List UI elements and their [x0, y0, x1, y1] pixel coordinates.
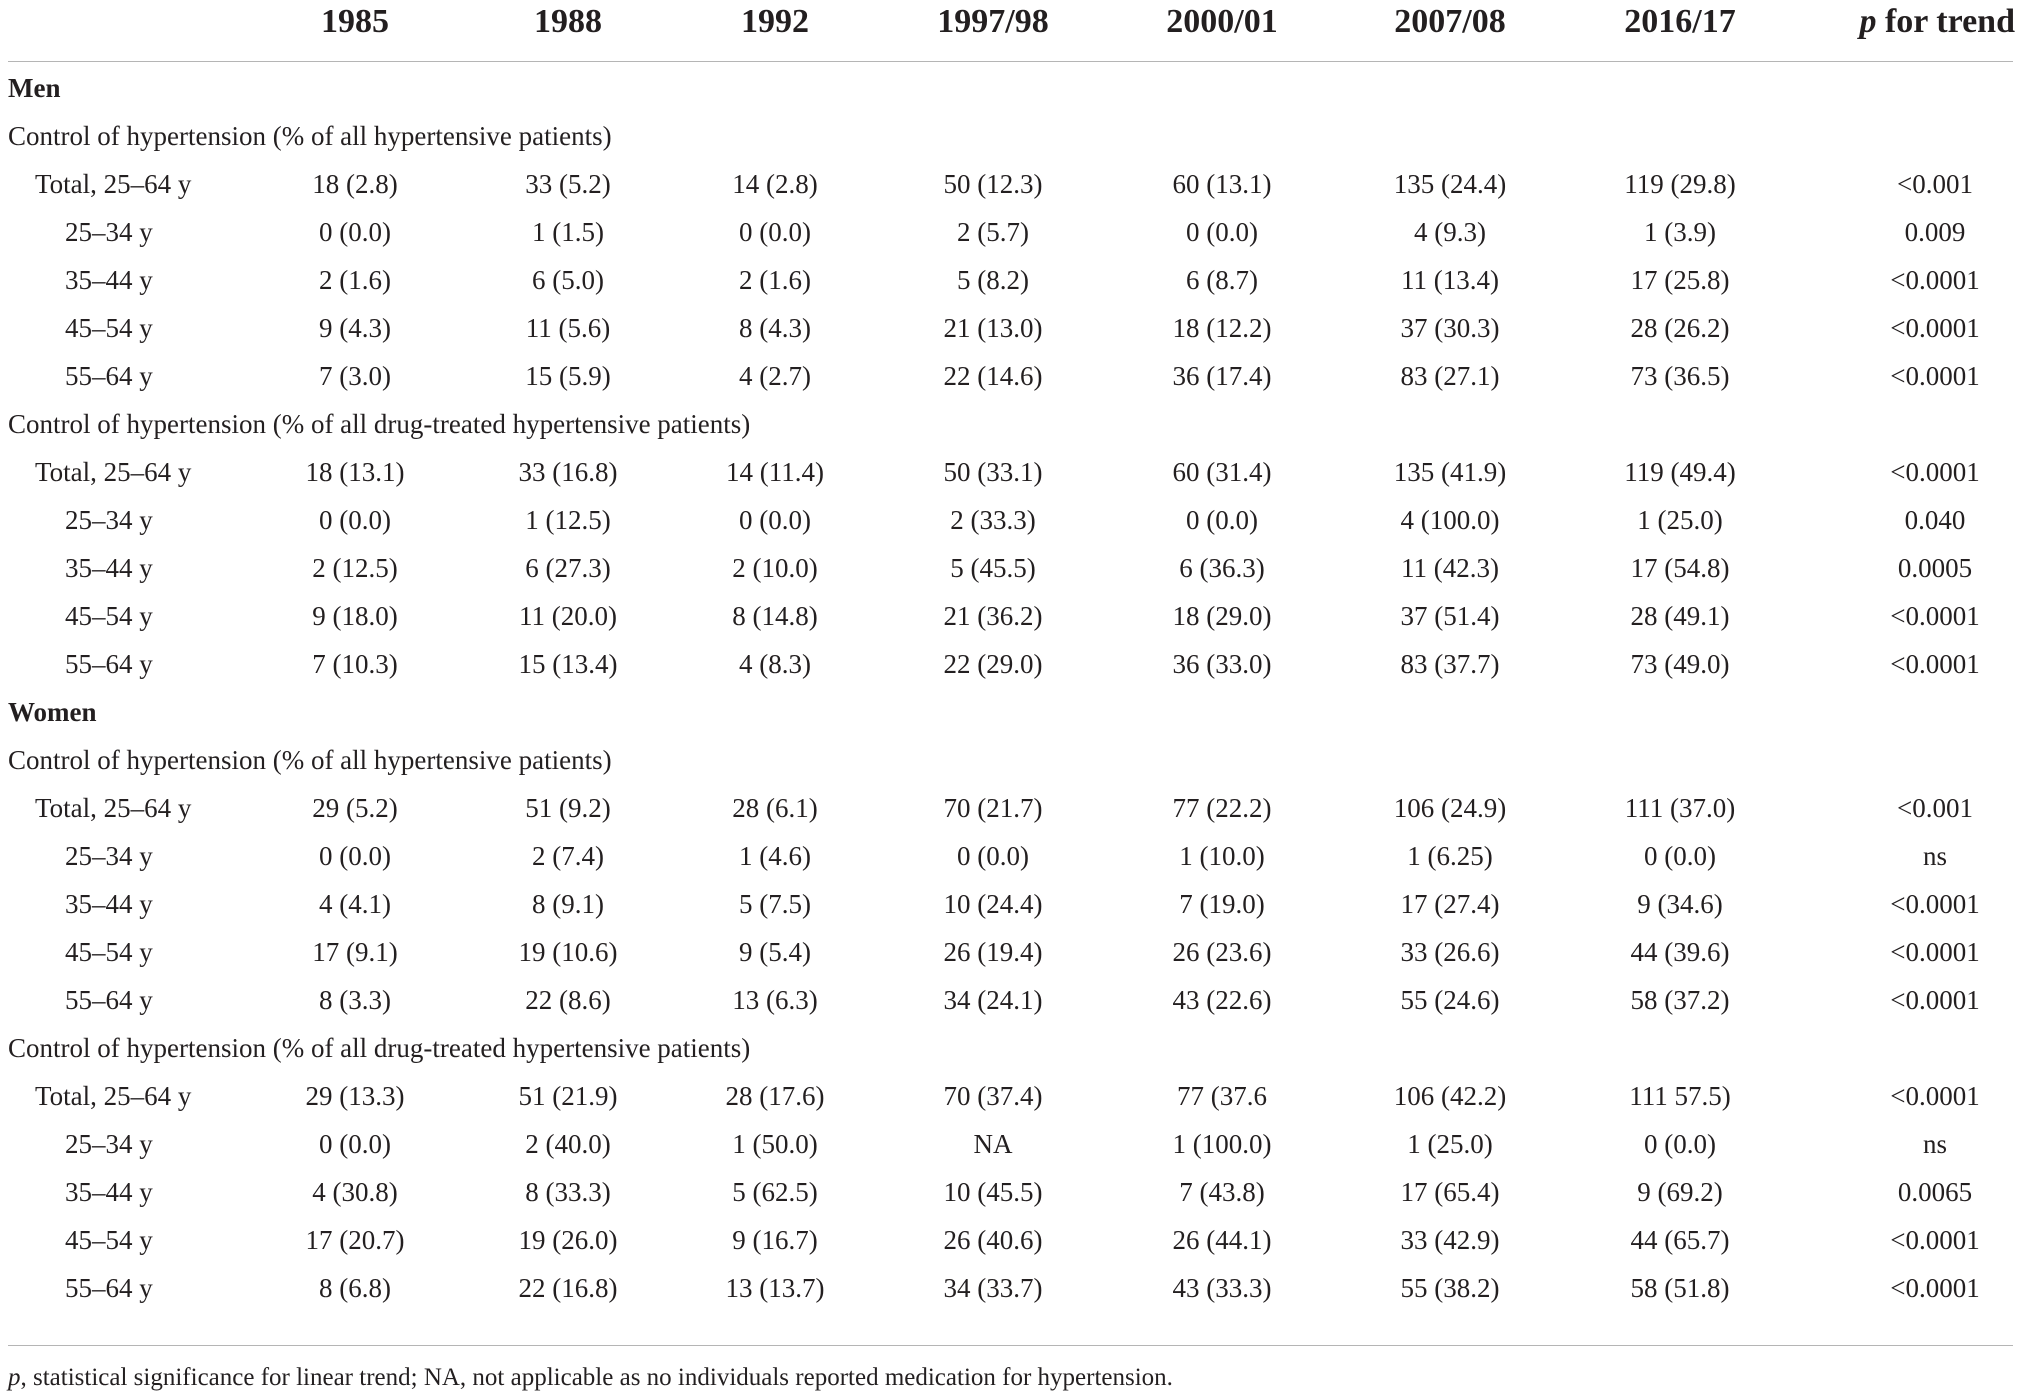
table-cell: 6 (8.7): [1186, 265, 1258, 295]
footnote-symbol: p: [8, 1364, 21, 1391]
table-cell: 8 (6.8): [319, 1273, 391, 1303]
table-cell: 1 (25.0): [1407, 1129, 1493, 1159]
table-cell: 36 (17.4): [1172, 361, 1272, 391]
table-cell: 51 (21.9): [518, 1081, 618, 1111]
table-cell: 14 (2.8): [732, 169, 818, 199]
table-cell: 0 (0.0): [1186, 217, 1258, 247]
table-cell: 33 (5.2): [525, 169, 611, 199]
table-cell: 36 (33.0): [1172, 649, 1272, 679]
group-label: Control of hypertension (% of all drug-treated hypertensive patients): [8, 1033, 751, 1063]
p-trend-cell: <0.0001: [1890, 1225, 1980, 1255]
table-cell: 1 (100.0): [1172, 1129, 1272, 1159]
section-row: [0, 68, 2021, 108]
table-cell: 83 (37.7): [1400, 649, 1500, 679]
table-cell: 19 (26.0): [518, 1225, 618, 1255]
table-cell: 29 (5.2): [312, 793, 398, 823]
row-label: 55–64 y: [65, 1273, 153, 1303]
table-cell: 29 (13.3): [305, 1081, 405, 1111]
p-trend-suffix: for trend: [1884, 3, 2015, 40]
table-cell: 4 (8.3): [739, 649, 811, 679]
section-row: [0, 692, 2021, 732]
table-cell: 13 (6.3): [732, 985, 818, 1015]
table-cell: 1 (12.5): [525, 505, 611, 535]
table-cell: 2 (1.6): [739, 265, 811, 295]
table-cell: 55 (38.2): [1400, 1273, 1500, 1303]
table-cell: 37 (51.4): [1400, 601, 1500, 631]
table-cell: 7 (43.8): [1179, 1177, 1265, 1207]
table-cell: 1 (50.0): [732, 1129, 818, 1159]
row-label: 35–44 y: [65, 889, 153, 919]
p-trend-cell: <0.0001: [1890, 985, 1980, 1015]
table-cell: 2 (40.0): [525, 1129, 611, 1159]
table-cell: 4 (4.1): [319, 889, 391, 919]
p-trend-cell: 0.040: [1904, 505, 1966, 535]
table-row: [0, 980, 2021, 1020]
table-cell: 21 (13.0): [943, 313, 1043, 343]
table-cell: 60 (31.4): [1172, 457, 1272, 487]
p-trend-cell: 0.0065: [1897, 1177, 1973, 1207]
table-cell: 33 (26.6): [1400, 937, 1500, 967]
p-trend-cell: <0.0001: [1890, 889, 1980, 919]
p-trend-cell: <0.0001: [1890, 265, 1980, 295]
table-cell: 1 (1.5): [532, 217, 604, 247]
table-cell: 21 (36.2): [943, 601, 1043, 631]
group-row: [0, 116, 2021, 156]
table-cell: 14 (11.4): [726, 457, 824, 487]
table-cell: 17 (25.8): [1630, 265, 1730, 295]
column-header: 2000/01: [1166, 3, 1278, 40]
column-header: 1988: [534, 3, 602, 40]
table-cell: 111 57.5): [1629, 1081, 1731, 1111]
table-cell: 70 (37.4): [943, 1081, 1043, 1111]
row-label: 55–64 y: [65, 649, 153, 679]
table-cell: 0 (0.0): [957, 841, 1029, 871]
column-header: 2007/08: [1394, 3, 1506, 40]
table-cell: 6 (5.0): [532, 265, 604, 295]
table-cell: 0 (0.0): [739, 505, 811, 535]
column-header: 2016/17: [1624, 3, 1736, 40]
table-cell: 9 (18.0): [312, 601, 398, 631]
table-cell: 8 (4.3): [739, 313, 811, 343]
table-cell: 4 (30.8): [312, 1177, 398, 1207]
table-cell: 1 (3.9): [1644, 217, 1716, 247]
table-row: [0, 644, 2021, 684]
table-cell: 9 (69.2): [1637, 1177, 1723, 1207]
table-cell: 0 (0.0): [1186, 505, 1258, 535]
table-cell: 55 (24.6): [1400, 985, 1500, 1015]
table-cell: 17 (20.7): [305, 1225, 405, 1255]
footnote-text: , statistical significance for linear trend; NA, not applicable as no individuals reported medication for hypertension.: [20, 1364, 1173, 1391]
table-cell: 34 (24.1): [943, 985, 1043, 1015]
row-label: 35–44 y: [65, 553, 153, 583]
table-row: [0, 1220, 2021, 1260]
row-label: Total, 25–64 y: [35, 1081, 192, 1111]
table-cell: 0 (0.0): [319, 217, 391, 247]
table-cell: 26 (23.6): [1172, 937, 1272, 967]
group-label: Control of hypertension (% of all drug-treated hypertensive patients): [8, 409, 751, 439]
table-cell: 9 (34.6): [1637, 889, 1723, 919]
table-row: [0, 212, 2021, 252]
table-cell: 58 (51.8): [1630, 1273, 1730, 1303]
table-cell: 77 (22.2): [1172, 793, 1272, 823]
table-cell: 5 (45.5): [950, 553, 1036, 583]
table-cell: 119 (29.8): [1624, 169, 1736, 199]
table-cell: 77 (37.6: [1177, 1081, 1267, 1111]
row-label: Total, 25–64 y: [35, 457, 192, 487]
table-cell: 0 (0.0): [319, 841, 391, 871]
table-cell: 44 (39.6): [1630, 937, 1730, 967]
table-cell: 4 (100.0): [1400, 505, 1500, 535]
section-label: Women: [8, 697, 97, 727]
row-label: 25–34 y: [65, 841, 153, 871]
table-cell: 43 (22.6): [1172, 985, 1272, 1015]
header-divider: [8, 61, 2013, 62]
table-cell: 60 (13.1): [1172, 169, 1272, 199]
table-cell: 135 (41.9): [1393, 457, 1507, 487]
table-cell: 7 (19.0): [1179, 889, 1265, 919]
table-row: [0, 1172, 2021, 1212]
table-cell: 43 (33.3): [1172, 1273, 1272, 1303]
section-label: Men: [8, 73, 61, 103]
table-cell: 34 (33.7): [943, 1273, 1043, 1303]
table-cell: 2 (1.6): [319, 265, 391, 295]
table-cell: 0 (0.0): [1644, 841, 1716, 871]
p-trend-cell: <0.0001: [1890, 313, 1980, 343]
table-cell: 0 (0.0): [319, 1129, 391, 1159]
table-cell: 11 (42.3): [1401, 553, 1499, 583]
p-trend-cell: ns: [1922, 841, 1948, 871]
table-cell: 7 (10.3): [312, 649, 398, 679]
table-cell: 0 (0.0): [1644, 1129, 1716, 1159]
row-label: 45–54 y: [65, 937, 153, 967]
table-cell: 18 (29.0): [1172, 601, 1272, 631]
table-cell: 2 (12.5): [312, 553, 398, 583]
table-cell: 28 (49.1): [1630, 601, 1730, 631]
row-label: 55–64 y: [65, 361, 153, 391]
table-cell: 22 (29.0): [943, 649, 1043, 679]
table-cell: 33 (16.8): [518, 457, 618, 487]
table-cell: 2 (33.3): [950, 505, 1036, 535]
table-cell: 8 (14.8): [732, 601, 818, 631]
group-label: Control of hypertension (% of all hypertensive patients): [8, 121, 612, 151]
column-header: 1985: [321, 3, 389, 40]
table-cell: 50 (33.1): [943, 457, 1043, 487]
table-cell: 2 (5.7): [957, 217, 1029, 247]
table-row: [0, 1124, 2021, 1164]
table-cell: 111 (37.0): [1624, 793, 1736, 823]
table-cell: 9 (4.3): [319, 313, 391, 343]
table-cell: 2 (7.4): [532, 841, 604, 871]
table-row: [0, 308, 2021, 348]
row-label: 45–54 y: [65, 313, 153, 343]
table-cell: 26 (40.6): [943, 1225, 1043, 1255]
table-cell: 10 (24.4): [943, 889, 1043, 919]
p-trend-cell: <0.0001: [1890, 649, 1980, 679]
row-label: 45–54 y: [65, 601, 153, 631]
row-label: 25–34 y: [65, 1129, 153, 1159]
table-row: [0, 164, 2021, 204]
row-label: 35–44 y: [65, 1177, 153, 1207]
p-trend-cell: <0.001: [1897, 793, 1973, 823]
table-cell: 8 (9.1): [532, 889, 604, 919]
table-cell: 26 (44.1): [1172, 1225, 1272, 1255]
table-row: [0, 260, 2021, 300]
table-cell: 4 (9.3): [1414, 217, 1486, 247]
table-cell: 51 (9.2): [525, 793, 611, 823]
table-cell: 22 (16.8): [518, 1273, 618, 1303]
table-cell: 106 (24.9): [1393, 793, 1507, 823]
table-cell: 73 (49.0): [1630, 649, 1730, 679]
table-cell: 1 (10.0): [1179, 841, 1265, 871]
table-header-row: [0, 0, 2021, 44]
table-row: [0, 500, 2021, 540]
p-trend-cell: <0.0001: [1890, 601, 1980, 631]
table-cell: 13 (13.7): [725, 1273, 825, 1303]
p-symbol: p: [1859, 3, 1877, 40]
table-cell: 73 (36.5): [1630, 361, 1730, 391]
table-cell: 44 (65.7): [1630, 1225, 1730, 1255]
table-cell: 106 (42.2): [1393, 1081, 1507, 1111]
table-cell: 58 (37.2): [1630, 985, 1730, 1015]
table-cell: 6 (27.3): [525, 553, 611, 583]
row-label: 45–54 y: [65, 1225, 153, 1255]
table-cell: 50 (12.3): [943, 169, 1043, 199]
table-cell: 4 (2.7): [739, 361, 811, 391]
table-cell: 18 (13.1): [305, 457, 405, 487]
table-cell: 7 (3.0): [319, 361, 391, 391]
column-header: 1997/98: [937, 3, 1049, 40]
table-row: [0, 1268, 2021, 1308]
table-cell: 1 (4.6): [739, 841, 811, 871]
table-cell: 28 (26.2): [1630, 313, 1730, 343]
table-row: [0, 596, 2021, 636]
table-cell: 37 (30.3): [1400, 313, 1500, 343]
row-label: 55–64 y: [65, 985, 153, 1015]
table-row: [0, 788, 2021, 828]
table-cell: 28 (17.6): [725, 1081, 825, 1111]
table-cell: 0 (0.0): [319, 505, 391, 535]
group-label: Control of hypertension (% of all hypertensive patients): [8, 745, 612, 775]
table-cell: 18 (12.2): [1172, 313, 1272, 343]
table-cell: 5 (7.5): [739, 889, 811, 919]
table-cell: NA: [973, 1129, 1013, 1159]
p-trend-cell: <0.0001: [1890, 1273, 1980, 1303]
table-cell: 2 (10.0): [732, 553, 818, 583]
row-label: 35–44 y: [65, 265, 153, 295]
table-row: [0, 932, 2021, 972]
table-cell: 33 (42.9): [1400, 1225, 1500, 1255]
table-row: [0, 1076, 2021, 1116]
group-row: [0, 740, 2021, 780]
table-cell: 5 (8.2): [957, 265, 1029, 295]
table-cell: 6 (36.3): [1179, 553, 1265, 583]
table-row: [0, 452, 2021, 492]
table-footnote: [8, 1360, 1173, 1396]
table-cell: 19 (10.6): [518, 937, 618, 967]
table-cell: 8 (3.3): [319, 985, 391, 1015]
table-row: [0, 836, 2021, 876]
table-cell: 11 (20.0): [519, 601, 617, 631]
table-cell: 22 (8.6): [525, 985, 611, 1015]
table-cell: 119 (49.4): [1624, 457, 1736, 487]
table-cell: 28 (6.1): [732, 793, 818, 823]
table-cell: 9 (16.7): [732, 1225, 818, 1255]
table-cell: 17 (9.1): [312, 937, 398, 967]
p-trend-cell: 0.0005: [1897, 553, 1973, 583]
group-row: [0, 404, 2021, 444]
table-cell: 5 (62.5): [732, 1177, 818, 1207]
table-cell: 8 (33.3): [525, 1177, 611, 1207]
table-cell: 17 (27.4): [1400, 889, 1500, 919]
column-header-p-trend: [1859, 0, 2015, 44]
table-cell: 1 (6.25): [1407, 841, 1493, 871]
table-cell: 0 (0.0): [739, 217, 811, 247]
row-label: Total, 25–64 y: [35, 793, 192, 823]
row-label: Total, 25–64 y: [35, 169, 192, 199]
column-header: 1992: [741, 3, 809, 40]
group-row: [0, 1028, 2021, 1068]
footer-divider: [8, 1345, 2013, 1346]
p-trend-cell: <0.001: [1897, 169, 1973, 199]
table-cell: 11 (5.6): [525, 313, 611, 343]
table-cell: 11 (13.4): [1401, 265, 1499, 295]
table-row: [0, 884, 2021, 924]
table-cell: 22 (14.6): [943, 361, 1043, 391]
row-label: 25–34 y: [65, 505, 153, 535]
table-cell: 10 (45.5): [943, 1177, 1043, 1207]
row-label: 25–34 y: [65, 217, 153, 247]
table-cell: 15 (5.9): [525, 361, 611, 391]
table-cell: 135 (24.4): [1393, 169, 1507, 199]
p-trend-cell: <0.0001: [1890, 457, 1980, 487]
p-trend-cell: <0.0001: [1890, 937, 1980, 967]
p-trend-cell: <0.0001: [1890, 1081, 1980, 1111]
table-cell: 83 (27.1): [1400, 361, 1500, 391]
table-cell: 17 (54.8): [1630, 553, 1730, 583]
table-cell: 1 (25.0): [1637, 505, 1723, 535]
table-row: [0, 548, 2021, 588]
table-row: [0, 356, 2021, 396]
p-trend-cell: 0.009: [1904, 217, 1966, 247]
p-trend-cell: ns: [1922, 1129, 1948, 1159]
table-cell: 17 (65.4): [1400, 1177, 1500, 1207]
table-cell: 15 (13.4): [518, 649, 618, 679]
table-cell: 26 (19.4): [943, 937, 1043, 967]
table-cell: 70 (21.7): [943, 793, 1043, 823]
table-cell: 18 (2.8): [312, 169, 398, 199]
table-cell: 9 (5.4): [739, 937, 811, 967]
p-trend-cell: <0.0001: [1890, 361, 1980, 391]
